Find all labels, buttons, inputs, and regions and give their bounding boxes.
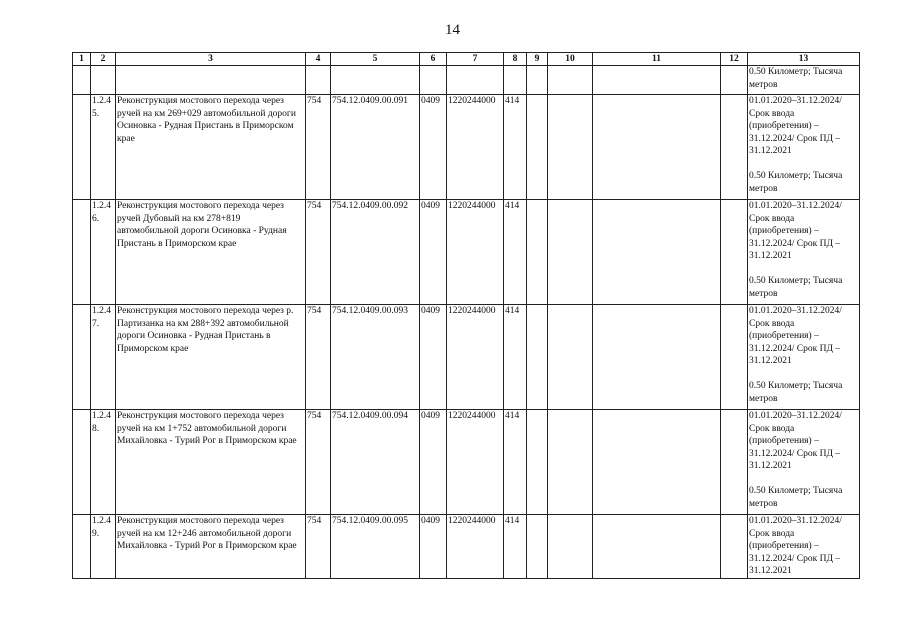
column-header: 2: [91, 53, 116, 66]
table-row: [73, 200, 860, 305]
table-row: [73, 515, 860, 579]
expense-type-cell: 414: [504, 95, 527, 200]
object-name-cell: Реконструкция мостового перехода через ручей на км 269+029 автомобильной дороги Осиновка - Рудная Пристань в Приморском крае: [116, 95, 306, 200]
row-number-cell: 1.2.4 7.: [91, 305, 116, 410]
target-article-cell: 1220244000: [447, 410, 504, 515]
object-name-cell: Реконструкция мостового перехода через р. Партизанка на км 288+392 автомобильной дороги Осиновка - Рудная Пристань в Приморском крае: [116, 305, 306, 410]
column-header: 1: [73, 53, 91, 66]
object-code-cell: 754.12.0409.00.093: [331, 305, 420, 410]
object-name-cell: Реконструкция мостового перехода через ручей на км 1+752 автомобильной дороги Михайловка - Турий Рог в Приморском крае: [116, 410, 306, 515]
column-header: 13: [748, 53, 860, 66]
expense-type-cell: 414: [504, 200, 527, 305]
column-header: 4: [306, 53, 331, 66]
target-article-cell: 1220244000: [447, 305, 504, 410]
column-header: 9: [527, 53, 548, 66]
deadline-cell: 01.01.2020–31.12.2024/ Срок ввода (приобретения) – 31.12.2024/ Срок ПД – 31.12.2021: [748, 515, 860, 579]
column-header: 6: [420, 53, 447, 66]
budget-table: [72, 52, 860, 579]
target-article-cell: 1220244000: [447, 515, 504, 579]
row-number-cell: 1.2.4 9.: [91, 515, 116, 579]
row-number-cell: 1.2.4 5.: [91, 95, 116, 200]
capacity-cell: 0.50 Километр; Тысяча метров: [748, 66, 860, 95]
object-name-cell: Реконструкция мостового перехода через ручей на км 12+246 автомобильной дороги Михайловка - Турий Рог в Приморском крае: [116, 515, 306, 579]
section-cell: 0409: [420, 200, 447, 305]
object-code-cell: 754.12.0409.00.095: [331, 515, 420, 579]
expense-type-cell: 414: [504, 305, 527, 410]
expense-type-cell: 414: [504, 410, 527, 515]
table-row: [73, 305, 860, 410]
column-header: 12: [721, 53, 748, 66]
target-article-cell: 1220244000: [447, 95, 504, 200]
column-header: 7: [447, 53, 504, 66]
expense-type-cell: 414: [504, 515, 527, 579]
header-row: [73, 53, 860, 66]
table-row: [73, 410, 860, 515]
column-header: 3: [116, 53, 306, 66]
table-row: [73, 95, 860, 200]
code-cell: 754: [306, 305, 331, 410]
table-row: [73, 66, 860, 95]
column-header: 8: [504, 53, 527, 66]
section-cell: 0409: [420, 95, 447, 200]
column-header: 10: [548, 53, 593, 66]
object-name-cell: Реконструкция мостового перехода через ручей Дубовый на км 278+819 автомобильной дороги Осиновка - Рудная Пристань в Приморском крае: [116, 200, 306, 305]
column-header: 5: [331, 53, 420, 66]
object-code-cell: 754.12.0409.00.092: [331, 200, 420, 305]
deadline-capacity-cell: 01.01.2020–31.12.2024/ Срок ввода (приобретения) – 31.12.2024/ Срок ПД – 31.12.2021 0.50 Километр; Тысяча метров: [748, 305, 860, 410]
object-code-cell: 754.12.0409.00.094: [331, 410, 420, 515]
deadline-capacity-cell: 01.01.2020–31.12.2024/ Срок ввода (приобретения) – 31.12.2024/ Срок ПД – 31.12.2021 0.50 Километр; Тысяча метров: [748, 95, 860, 200]
column-header: 11: [593, 53, 721, 66]
section-cell: 0409: [420, 305, 447, 410]
target-article-cell: 1220244000: [447, 200, 504, 305]
deadline-capacity-cell: 01.01.2020–31.12.2024/ Срок ввода (приобретения) – 31.12.2024/ Срок ПД – 31.12.2021 0.50 Километр; Тысяча метров: [748, 200, 860, 305]
code-cell: 754: [306, 200, 331, 305]
page-number: 14: [445, 22, 460, 38]
object-code-cell: 754.12.0409.00.091: [331, 95, 420, 200]
code-cell: 754: [306, 410, 331, 515]
row-number-cell: 1.2.4 8.: [91, 410, 116, 515]
section-cell: 0409: [420, 410, 447, 515]
section-cell: 0409: [420, 515, 447, 579]
deadline-capacity-cell: 01.01.2020–31.12.2024/ Срок ввода (приобретения) – 31.12.2024/ Срок ПД – 31.12.2021 0.50 Километр; Тысяча метров: [748, 410, 860, 515]
row-number-cell: 1.2.4 6.: [91, 200, 116, 305]
code-cell: 754: [306, 515, 331, 579]
code-cell: 754: [306, 95, 331, 200]
